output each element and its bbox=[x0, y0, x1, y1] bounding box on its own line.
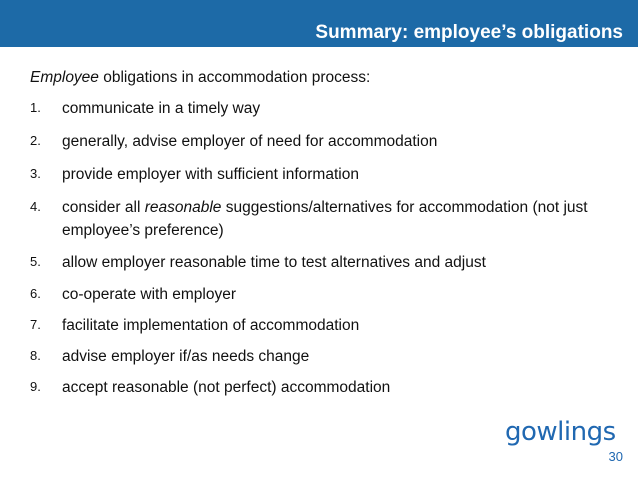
item-text-after: suggestions/alternatives for accommodation (not just employee’s preference) bbox=[62, 199, 588, 239]
intro-line bbox=[30, 68, 370, 88]
item-number: 2. bbox=[30, 133, 41, 148]
page-number: 30 bbox=[608, 449, 623, 464]
item-number: 4. bbox=[30, 199, 41, 214]
item-text: co-operate with employer bbox=[62, 286, 237, 303]
item-text: communicate in a timely way bbox=[62, 100, 261, 117]
item-text: advise employer if/as needs change bbox=[62, 348, 310, 365]
item-text-before: consider all bbox=[62, 199, 145, 216]
slide-title: Summary: employee’s obligations bbox=[315, 22, 623, 43]
item-number: 8. bbox=[30, 348, 41, 363]
item-text bbox=[62, 196, 622, 242]
item-text-italic: reasonable bbox=[144, 199, 222, 216]
item-number: 7. bbox=[30, 317, 41, 332]
item-number: 9. bbox=[30, 379, 41, 394]
intro-italic-word: Employee bbox=[30, 69, 99, 86]
intro-text: obligations in accommodation process: bbox=[98, 69, 371, 86]
title-bar bbox=[0, 0, 638, 47]
item-number: 3. bbox=[30, 166, 41, 181]
item-text: accept reasonable (not perfect) accommodation bbox=[62, 379, 391, 396]
gowlings-logo: gowlings bbox=[505, 417, 616, 447]
item-number: 5. bbox=[30, 254, 41, 269]
item-text: provide employer with sufficient information bbox=[62, 166, 359, 183]
item-number: 6. bbox=[30, 286, 41, 301]
item-number: 1. bbox=[30, 100, 41, 115]
item-text: allow employer reasonable time to test alternatives and adjust bbox=[62, 254, 486, 271]
item-text: generally, advise employer of need for accommodation bbox=[62, 133, 438, 150]
item-text: facilitate implementation of accommodation bbox=[62, 317, 360, 334]
